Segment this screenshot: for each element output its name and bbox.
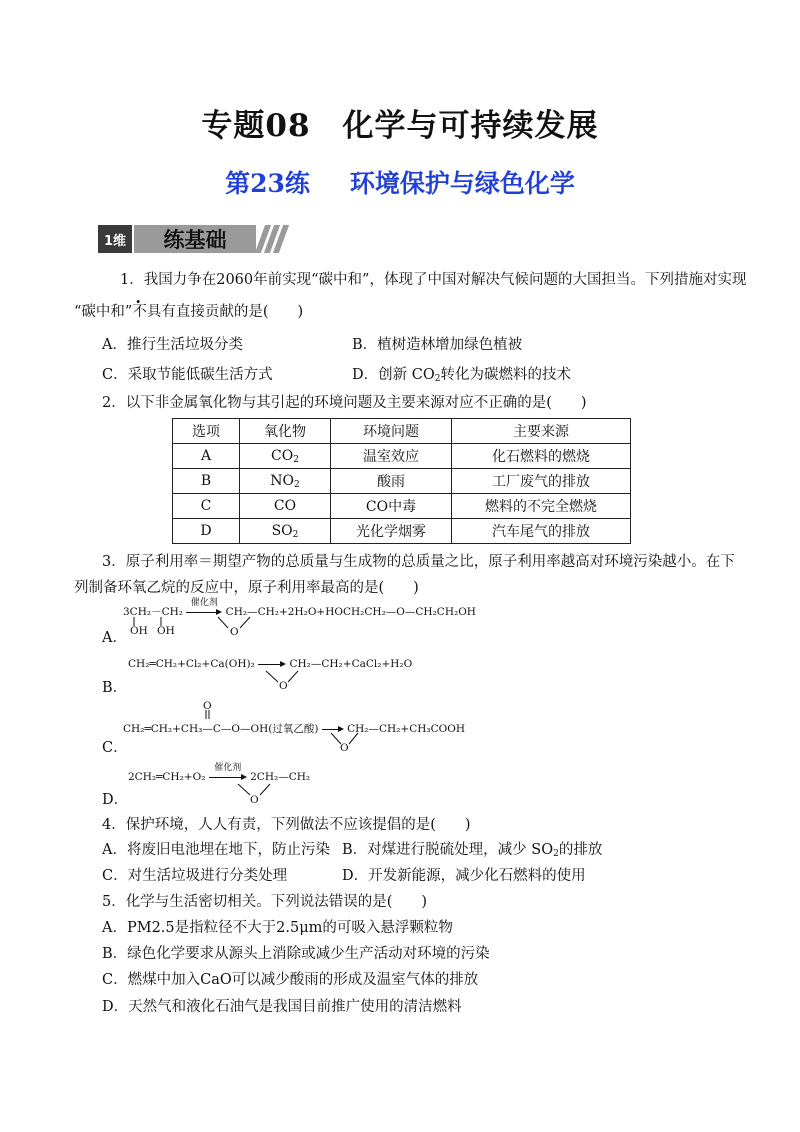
epoxide-oxygen: O <box>279 680 288 692</box>
q3-equation-c <box>123 721 465 736</box>
product: CH₂—CH₂ <box>289 658 343 670</box>
q4-option-c: C．对生活垃圾进行分类处理 <box>102 868 288 884</box>
reaction-arrow <box>322 724 344 734</box>
subtitle-right: 环境保护与绿色化学 <box>349 169 575 198</box>
epoxide-oxygen: O <box>230 626 239 638</box>
reactant: 3CH₂－CH₂ <box>123 606 183 618</box>
table-cell: C <box>173 494 240 519</box>
text: NO <box>270 472 294 489</box>
table-cell: 燃料的不完全燃烧 <box>452 494 631 519</box>
q4-option-a: A．将废旧电池埋在地下，防止污染 <box>102 842 330 858</box>
reaction-arrow <box>258 659 286 669</box>
q3-equation-b <box>128 658 412 670</box>
table-cell: 温室效应 <box>331 444 452 469</box>
q2-stem: 2．以下非金属氧化物与其引起的环境问题及主要来源对应不正确的是( ) <box>102 395 587 411</box>
q3-stem-line2: 列制备环氧乙烷的反应中，原子利用率最高的是( ) <box>74 580 419 596</box>
table-header: 主要来源 <box>452 419 631 444</box>
text: 转化为碳燃料的技术 <box>440 367 571 383</box>
q1-emphasis: 不 <box>132 304 147 320</box>
subscript: 2 <box>553 849 559 859</box>
text: 的排放 <box>558 842 603 858</box>
q3-option-d-label: D． <box>102 792 129 808</box>
subtitle-left: 第23练 <box>225 169 310 198</box>
product: +CH₃COOH <box>400 723 466 735</box>
subscript: 2 <box>434 374 441 384</box>
text: B．对煤进行脱硫处理，减少 SO <box>342 842 554 858</box>
hydroxyl-label: OH <box>157 625 175 637</box>
table-cell: D <box>173 519 240 544</box>
carbonyl-oxygen: O <box>203 700 212 712</box>
q5-option-d: D．天然气和液化石油气是我国目前推广使用的清洁燃料 <box>102 999 462 1015</box>
q3-stem-line1: 3．原子利用率＝期望产物的总质量与生成物的总质量之比，原子利用率越高对环境污染越小。在下 <box>102 554 735 570</box>
q1-option-a: A．推行生活垃圾分类 <box>102 337 243 353</box>
q1-stem-part: “碳中和” <box>74 304 133 320</box>
reaction-arrow <box>209 763 247 782</box>
catalyst-label: 催化剂 <box>190 598 218 608</box>
q3-option-a-label: A． <box>102 630 127 646</box>
q3-option-b-label: B． <box>102 680 128 696</box>
q5-option-c: C．燃煤中加入CaO可以减少酸雨的形成及温室气体的排放 <box>102 972 479 988</box>
subscript: 2 <box>293 454 299 465</box>
table-cell: B <box>173 469 240 494</box>
epoxide-oxygen: O <box>250 794 259 806</box>
table-header: 选项 <box>173 419 240 444</box>
product: CH₂—CH₂+2H₂O+HOCH₂CH₂—O—CH₂CH₂OH <box>225 606 476 618</box>
product: 2CH₂—CH₂ <box>250 771 311 783</box>
table-cell: CO中毒 <box>331 494 452 519</box>
q5-option-b: B．绿色化学要求从源头上消除或减少生产活动对环境的污染 <box>102 946 490 962</box>
table-cell: A <box>173 444 240 469</box>
text: CO <box>273 498 297 514</box>
table-cell: 工厂废气的排放 <box>452 469 631 494</box>
text: SO <box>271 522 293 539</box>
reactant: CH₂═CH₂+Cl₂+Ca(OH)₂ <box>128 658 255 670</box>
page-title: 专题08 化学与可持续发展 <box>201 108 599 144</box>
subscript: 2 <box>292 529 299 540</box>
subscript: 2 <box>294 479 300 490</box>
table-header: 氧化物 <box>240 419 331 444</box>
q3-equation-d <box>128 763 311 783</box>
q4-stem: 4．保护环境，人人有责，下列做法不应该提倡的是( ) <box>102 817 471 833</box>
banner-tag: 1维 <box>98 225 132 253</box>
text: CO <box>271 447 294 464</box>
reactant: 2CH₂═CH₂+O₂ <box>128 771 206 783</box>
q5-option-a: A．PM2.5是指粒径不大于2.5μm的可吸入悬浮颗粒物 <box>102 920 453 936</box>
q1-stem-part: 具有直接贡献的是( ) <box>146 304 304 320</box>
q3-option-c-label: C． <box>102 740 128 756</box>
epoxide-oxygen: O <box>340 742 349 754</box>
reactant: CH₂═CH₂+CH₃—C—O—OH(过氧乙酸) <box>123 723 319 735</box>
table-header: 环境问题 <box>331 419 452 444</box>
q4-option-b <box>342 840 602 864</box>
banner-label: 练基础 <box>134 225 256 253</box>
q4-option-d: D．开发新能源，减少化石燃料的使用 <box>342 868 586 884</box>
q1-option-c: C．采取节能低碳生活方式 <box>102 367 273 383</box>
table-cell: 汽车尾气的排放 <box>452 519 631 544</box>
q1-stem-line1: 1．我国力争在2060年前实现“碳中和”，体现了中国对解决气候问题的大国担当。下列措施对实现 <box>120 272 747 288</box>
table-cell: 光化学烟雾 <box>331 519 452 544</box>
table-cell: 化石燃料的燃烧 <box>452 444 631 469</box>
q1-option-b: B．植树造林增加绿色植被 <box>352 337 523 353</box>
product: +CaCl₂+H₂O <box>342 658 413 670</box>
table-cell: 酸雨 <box>331 469 452 494</box>
product: CH₂—CH₂ <box>347 723 401 735</box>
q5-stem: 5．化学与生活密切相关。下列说法错误的是( ) <box>102 894 428 910</box>
text: D．创新 CO <box>352 367 435 383</box>
hydroxyl-label: OH <box>130 625 148 637</box>
catalyst-label: 催化剂 <box>214 763 242 773</box>
